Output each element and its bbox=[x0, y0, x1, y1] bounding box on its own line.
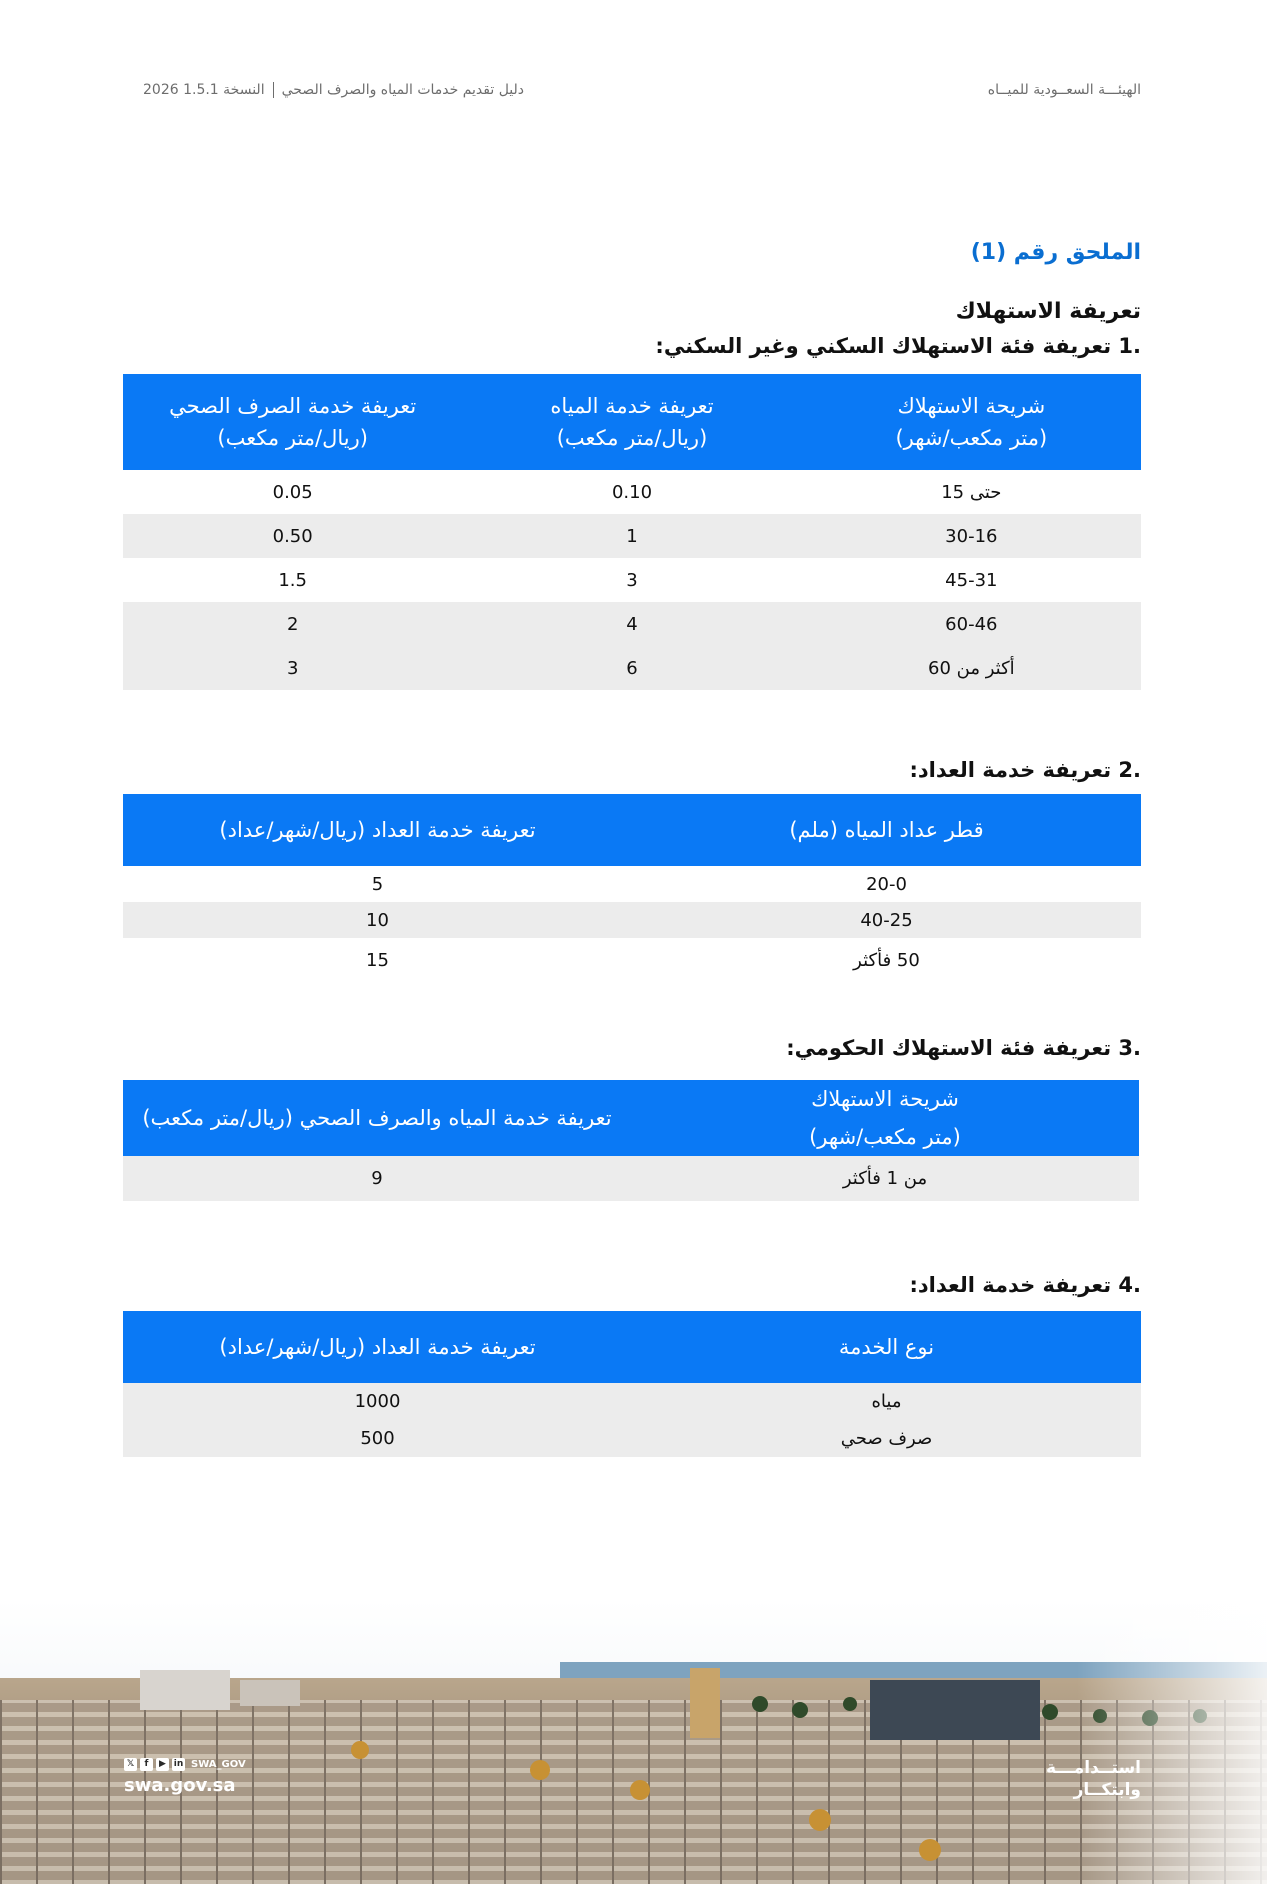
section-4-number: 4. bbox=[1118, 1273, 1141, 1297]
main-title: تعريفة الاستهلاك bbox=[955, 299, 1141, 324]
table-cell: صرف صحي bbox=[632, 1420, 1141, 1457]
table-cell: أكثر من 60 bbox=[802, 646, 1141, 690]
table-cell: مياه bbox=[632, 1383, 1141, 1420]
section-1-heading bbox=[123, 328, 1141, 364]
footer-banner bbox=[0, 1600, 1267, 1884]
header-meter-tariff: تعريفة خدمة العداد (ريال/شهر/عداد) bbox=[123, 794, 632, 866]
table-row bbox=[123, 866, 1141, 902]
table-row bbox=[123, 1420, 1141, 1457]
table-cell: 30-16 bbox=[802, 514, 1141, 558]
table-cell: 500 bbox=[123, 1420, 632, 1457]
slogan-line-1: استــدامـــة bbox=[1045, 1758, 1141, 1778]
table-header-row bbox=[123, 1311, 1141, 1383]
table-cell: من 1 فأكثر bbox=[631, 1156, 1139, 1201]
table-cell: 1000 bbox=[123, 1383, 632, 1420]
table-row bbox=[123, 470, 1141, 514]
header-service-type: نوع الخدمة bbox=[632, 1311, 1141, 1383]
table-cell: 20-0 bbox=[866, 873, 907, 895]
section-3-heading bbox=[123, 1030, 1141, 1066]
section-2-heading bbox=[123, 752, 1141, 788]
table-cell: 10 bbox=[123, 902, 632, 938]
social-handle: SWA_GOV bbox=[191, 1759, 246, 1770]
document-version: النسخة 1.5.1 2026 bbox=[143, 82, 265, 98]
page-content bbox=[123, 236, 1141, 1457]
table-row bbox=[123, 602, 1141, 646]
header-consumption-bracket: شريحة الاستهلاك (متر مكعب/شهر) bbox=[802, 374, 1141, 470]
social-media-links bbox=[124, 1758, 246, 1771]
section-3-number: 3. bbox=[1118, 1036, 1141, 1060]
table-row bbox=[123, 558, 1141, 602]
header-sewage-tariff: تعريفة خدمة الصرف الصحي (ريال/متر مكعب) bbox=[123, 374, 462, 470]
slogan-line-2: وابتكــار bbox=[1073, 1780, 1141, 1800]
header-consumption-bracket: شريحة الاستهلاك (متر مكعب/شهر) bbox=[631, 1080, 1139, 1156]
table-cell: 60-46 bbox=[802, 602, 1141, 646]
website-link[interactable]: swa.gov.sa bbox=[124, 1775, 236, 1796]
table-header-row bbox=[123, 794, 1141, 866]
table-cell: 0.10 bbox=[611, 481, 653, 503]
header-water-sewage-tariff: تعريفة خدمة المياه والصرف الصحي (ريال/متر مكعب) bbox=[123, 1080, 631, 1156]
document-info bbox=[143, 82, 524, 98]
table-cell: 3 bbox=[626, 569, 638, 591]
linkedin-icon[interactable]: in bbox=[173, 1759, 184, 1769]
section-4-heading bbox=[123, 1267, 1141, 1303]
document-title: دليل تقديم خدمات المياه والصرف الصحي bbox=[281, 82, 525, 98]
table-row bbox=[123, 514, 1141, 558]
header-meter-tariff: تعريفة خدمة العداد (ريال/شهر/عداد) bbox=[123, 1311, 632, 1383]
section-1-number: 1. bbox=[1118, 334, 1141, 358]
table-cell: 2 bbox=[123, 602, 462, 646]
table-cell: 0.05 bbox=[272, 481, 313, 503]
facebook-icon[interactable]: f bbox=[140, 1758, 153, 1771]
table-header-row bbox=[123, 1080, 1139, 1156]
organization-name: الهيئـــة السعــودية للميــاه bbox=[987, 82, 1141, 98]
table-row bbox=[123, 902, 1141, 938]
government-tariff-table bbox=[123, 1080, 1139, 1201]
table-cell: 6 bbox=[462, 646, 801, 690]
service-meter-tariff-table bbox=[123, 1311, 1141, 1457]
table-row bbox=[123, 1383, 1141, 1420]
page-header bbox=[143, 78, 1141, 102]
table-row bbox=[123, 938, 1141, 982]
meter-tariff-table bbox=[123, 794, 1141, 982]
table-row bbox=[123, 646, 1141, 690]
header-separator bbox=[273, 82, 274, 98]
table-cell: 4 bbox=[462, 602, 801, 646]
table-cell: 1.5 bbox=[278, 569, 307, 591]
section-2-number: 2. bbox=[1118, 758, 1141, 782]
section-4-title: تعريفة خدمة العداد: bbox=[909, 1273, 1112, 1297]
table-cell: 45-31 bbox=[945, 569, 998, 591]
table-cell: 40-25 bbox=[632, 902, 1141, 938]
section-1-title: تعريفة فئة الاستهلاك السكني وغير السكني: bbox=[655, 334, 1112, 358]
desalination-plant-photo bbox=[0, 1600, 1267, 1884]
table-cell: 9 bbox=[123, 1156, 631, 1201]
appendix-title: الملحق رقم (1) bbox=[970, 240, 1141, 265]
slogan bbox=[1046, 1757, 1141, 1801]
residential-tariff-table bbox=[123, 374, 1141, 690]
table-header-row bbox=[123, 374, 1141, 470]
table-cell: 0.50 bbox=[123, 514, 462, 558]
table-cell: 50 فأكثر bbox=[853, 949, 920, 971]
table-cell: 5 bbox=[371, 873, 384, 895]
youtube-icon[interactable]: ▶ bbox=[156, 1758, 169, 1771]
table-row bbox=[123, 1156, 1139, 1201]
header-meter-diameter: قطر عداد المياه (ملم) bbox=[632, 794, 1141, 866]
header-water-tariff: تعريفة خدمة المياه (ريال/متر مكعب) bbox=[462, 374, 801, 470]
table-cell: 1 bbox=[462, 514, 801, 558]
x-icon[interactable]: 𝕏 bbox=[124, 1758, 137, 1771]
table-cell: 3 bbox=[123, 646, 462, 690]
section-3-title: تعريفة فئة الاستهلاك الحكومي: bbox=[786, 1036, 1112, 1060]
section-2-title: تعريفة خدمة العداد: bbox=[909, 758, 1112, 782]
table-cell: 15 bbox=[366, 949, 389, 971]
table-cell: حتى 15 bbox=[941, 481, 1002, 503]
